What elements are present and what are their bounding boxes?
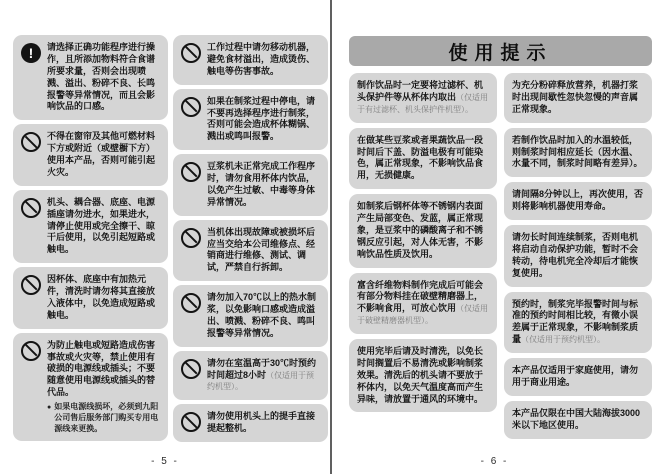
warning-item <box>173 285 328 347</box>
page5-number: - 5 - <box>151 456 179 467</box>
page6-column-1 <box>349 73 497 439</box>
tip-note: （仅适用于预约机型）。 <box>521 335 606 345</box>
tip-text: 请间隔8分钟以上，再次使用，否则将影响机器使用寿命。 <box>512 189 644 212</box>
warning-text: 请勿在室温高于30℃时预约时间超过8小时 <box>207 357 317 380</box>
section-title: 使用提示 <box>349 36 652 66</box>
prohibition-icon <box>21 132 41 152</box>
warning-text: 请勿加入70℃以上的热水制浆，以免影响口感或造成溢出、喷溅、粉碎不良、鸣叫报警等异常情况。 <box>207 292 317 338</box>
warning-text: 请选择正确功能程序进行操作，且所添加物料符合食谱所要求量，否则会出现喷溅、溢出、粉碎不良、长鸣报警等异常情况，而且会影响饮品的口感。 <box>47 42 156 112</box>
tip-text: 预约时，制浆完毕报警时间与标准的预约时间相比较，有微小误差属于正常现象，不影响制浆质量 <box>512 298 639 345</box>
tip-text: 为充分粉碎释放营养，机器打浆时出现间歇性忽快忽慢的声音属正常现象。 <box>512 80 639 114</box>
warning-item <box>13 333 168 442</box>
tip-text: 富含纤维物料制作完成后可能会有部分物料挂在破壁精磨器上，不影响食用，可放心饮用 <box>357 279 484 314</box>
tip-note: （仅适用于破壁精磨器机型）。 <box>357 304 489 326</box>
tip-item <box>504 225 652 287</box>
tip-item <box>504 292 652 354</box>
alert-glyph: ! <box>28 45 34 61</box>
tip-item <box>504 182 652 220</box>
tip-text: 在做某些豆浆或者果蔬饮品一段时间后下盖、防溢电极有可能染色，属正常现象，不影响饮品食用，无损健康。 <box>357 134 484 181</box>
tip-item <box>349 73 497 123</box>
warning-text: 不得在窗帘及其他可燃材料下方或附近（或壁橱下方）使用本产品，否则可能引起火灾。 <box>47 131 156 177</box>
page6-column-2 <box>504 73 652 439</box>
tip-text: 制作饮品时一定要将过滤杯、机头保护件等从杯体内取出 <box>357 80 484 102</box>
prohibition-icon <box>181 97 201 117</box>
warning-text: 为防止触电或短路造成伤害事故或火灾等，禁止使用有破损的电源线或插头；不要随意使用电源线或插头的替代品。 <box>47 339 156 398</box>
warning-text: 如果在制浆过程中停电，请不要再选择程序进行制浆，否则可能会造成杯体糊锅、溅出或鸣叫报警。 <box>207 95 316 142</box>
warning-subnote <box>47 402 161 434</box>
alert-icon <box>21 43 41 63</box>
prohibition-icon <box>181 359 201 379</box>
tip-text: 如制浆后钢杯体等不锈钢内表面产生局部变色、发蓝，属正常现象，是豆浆中的磷酸离子和不锈钢反应引起，对人体无害，不影响饮品性质及饮用。 <box>357 201 484 259</box>
prohibition-icon <box>181 412 201 432</box>
prohibition-icon <box>181 162 201 182</box>
tip-item <box>349 128 497 190</box>
tip-text: 本产品仅限在中国大陆海拔3000米以下地区使用。 <box>512 407 641 430</box>
warning-item <box>173 404 328 442</box>
warning-note: （仅适用于预约机型）。 <box>207 370 315 392</box>
warning-item <box>13 190 168 263</box>
page-divider <box>330 0 332 474</box>
tip-item <box>504 128 652 178</box>
warning-text: 工作过程中请勿移动机器，避免食材溢出，造成烫伤、触电等伤害事故。 <box>207 42 316 76</box>
warning-item <box>173 220 328 282</box>
warning-text: 当机体出现故障或被损坏后应当交给本公司维修点、经销商进行维修、测试、调试，严禁自行拆卸。 <box>207 226 316 273</box>
bullet-icon: ● <box>47 404 52 411</box>
prohibition-icon <box>181 43 201 63</box>
tip-text: 若制作饮品时加入的水温较低，则制浆时间相应延长（因水温、水量不同，制浆时间略有差异）。 <box>512 134 643 169</box>
tip-item <box>504 73 652 123</box>
tip-item <box>349 339 497 412</box>
tip-item <box>349 194 497 267</box>
page5-column-1 <box>13 35 168 442</box>
warning-item <box>13 35 168 120</box>
page-5 <box>13 35 328 442</box>
tip-text: 使用完毕后请及时清洗，以免长时间搁置后不易清洗或影响制浆效果。清洗后的机头请不要放于杯体内，以免天气温度高而产生异味，请放置于通风的环境中。 <box>357 346 484 404</box>
tip-item <box>504 358 652 396</box>
warning-item <box>173 35 328 85</box>
warning-item <box>173 89 328 151</box>
prohibition-icon <box>21 275 41 295</box>
prohibition-icon <box>181 228 201 248</box>
prohibition-icon <box>21 198 41 218</box>
warning-text: 请勿使用机头上的提手直接提起整机。 <box>207 411 316 434</box>
warning-text: 因杯体、底座中有加热元件，清洗时请勿将其直接放入液体中，以免造成短路或触电。 <box>47 274 156 320</box>
warning-text: 豆浆机未正常完成工作程序时，请勿食用杯体内饮品，以免产生过敏、中毒等身体异常情况。 <box>207 161 316 207</box>
warning-item <box>173 351 328 401</box>
page-6 <box>349 36 652 439</box>
tip-text: 请勿长时间连续制浆，否则电机将启动自动保护功能，暂时不会转动，待电机完全冷却后才能恢复使用。 <box>512 232 639 278</box>
warning-text: 机头、耦合器、底座、电源插座请勿进水，如果进水，请停止使用或完全擦干、晾干后使用，以免引起短路或触电。 <box>47 196 156 255</box>
page5-column-2 <box>173 35 328 442</box>
subnote-text: 如果电源线损坏，必须到九阳公司售后服务部门购买专用电源线来更换。 <box>54 402 159 433</box>
warning-item <box>13 124 168 186</box>
prohibition-icon <box>21 341 41 361</box>
warning-item <box>173 154 328 216</box>
tip-text: 本产品仅适用于家庭使用，请勿用于商业用途。 <box>512 365 639 387</box>
prohibition-icon <box>181 293 201 313</box>
warning-item <box>13 267 168 329</box>
page6-number: - 6 - <box>480 456 509 467</box>
tip-item <box>349 273 497 335</box>
tip-note: （仅适用于有过滤杯、机头保护件机型）。 <box>357 92 489 114</box>
tip-item <box>504 401 652 439</box>
